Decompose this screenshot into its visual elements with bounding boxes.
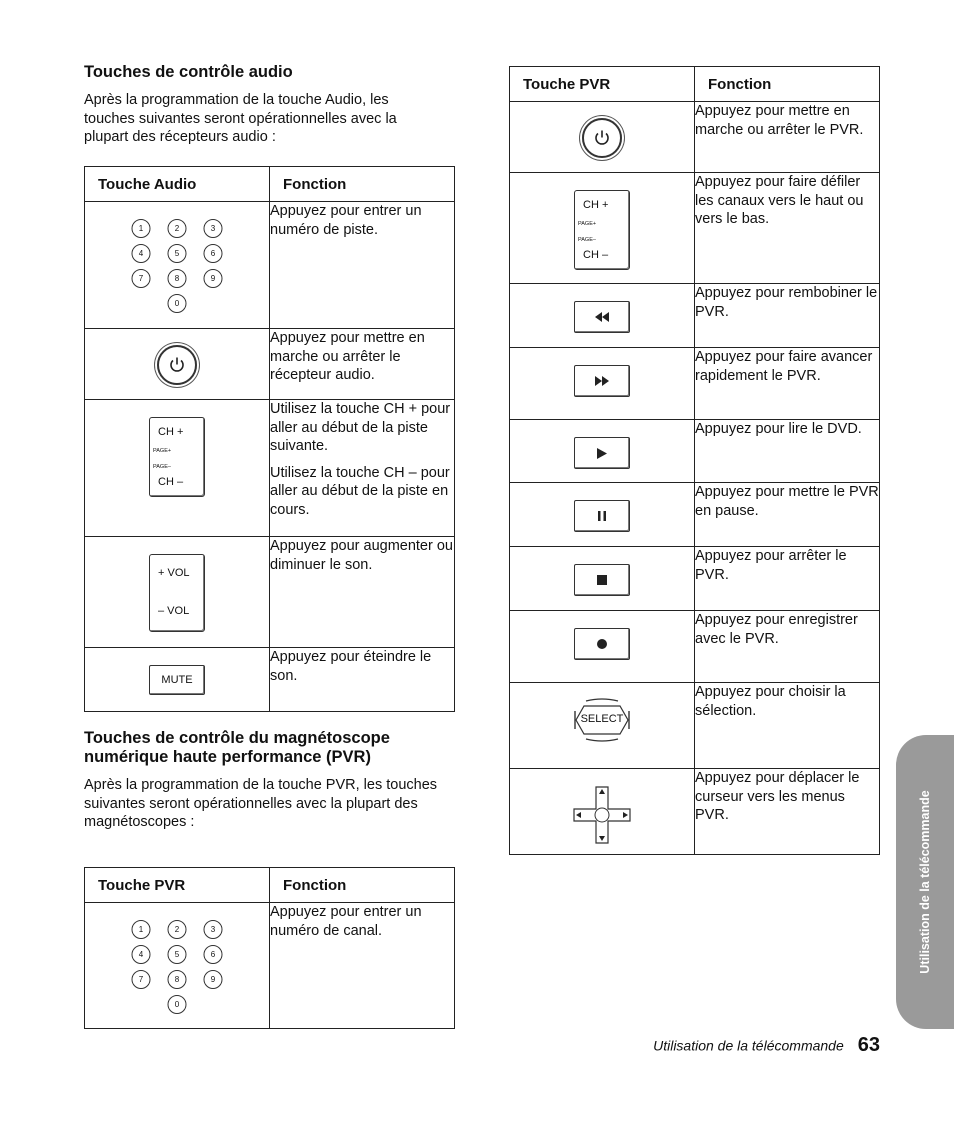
audio-volume-cell [85,537,270,648]
page-footer [560,1034,880,1057]
pvr-ff-desc [695,348,880,420]
fast-forward-icon [574,365,630,397]
number-keypad-icon [132,219,223,313]
pvr-intro: Après la programmation de la touche PVR, les touches suivantes seront opérationnelles avec la plupart des magnétoscopes : [84,777,438,830]
mute-label: MUTE [161,674,193,686]
key-7: 7 [132,970,151,989]
audio-power-desc [270,329,455,400]
vol-minus-label: – VOL [158,605,190,617]
key-8: 8 [168,269,187,288]
page-number: 63 [857,1034,880,1056]
pvr-heading-line2: numérique haute performance (PVR) [84,748,371,766]
audio-keypad-desc [270,202,455,329]
record-icon [574,628,630,660]
audio-power-cell [85,329,270,400]
direction-pad-icon [573,786,631,844]
ch-minus-label: CH – [158,476,184,488]
key-3: 3 [204,920,223,939]
pause-icon [574,500,630,532]
desc-text: Appuyez pour mettre le PVR en pause. [695,484,879,519]
audio-col-key: Touche Audio [85,167,270,202]
audio-keypad-cell [85,202,270,329]
desc-text: Appuyez pour entrer un numéro de canal. [270,904,422,939]
key-6: 6 [204,945,223,964]
rewind-icon [574,301,630,333]
select-label: SELECT [580,713,624,725]
audio-mute-desc [270,648,455,712]
volume-rocker-icon [149,554,205,632]
desc-text: Appuyez pour lire le DVD. [695,421,862,437]
key-7: 7 [132,269,151,288]
desc-text: Appuyez pour entrer un numéro de piste. [270,203,422,238]
pvr-stop-cell [510,547,695,611]
audio-mute-cell [85,648,270,712]
chapter-side-tab [896,735,954,1029]
select-button-icon [572,697,632,743]
desc-text: Appuyez pour choisir la sélection. [695,684,846,719]
pvr-power-cell [510,102,695,173]
footer-title: Utilisation de la télécommande [653,1037,844,1054]
desc-text: Utilisez la touche CH – pour aller au début de la piste en cours. [270,464,450,518]
ch-plus-label: CH + [583,199,609,211]
pvr-left-col-key: Touche PVR [85,868,270,903]
key-2: 2 [168,920,187,939]
vol-plus-label: + VOL [158,567,190,579]
pvr-keys-table-right [509,66,880,855]
pvr-select-cell [510,683,695,769]
audio-intro: Après la programmation de la touche Audio, les touches suivantes seront opérationnelles avec la plupart des récepteurs audio : [84,92,397,145]
pvr-keypad-desc [270,903,455,1029]
key-6: 6 [204,244,223,263]
number-keypad-icon [132,920,223,1014]
key-0: 0 [168,995,187,1014]
page-minus-label: PAGE– [153,464,171,470]
pvr-pause-cell [510,483,695,547]
key-1: 1 [132,219,151,238]
audio-channel-desc [270,400,455,537]
channel-rocker-icon [149,417,205,497]
pvr-select-desc [695,683,880,769]
key-0: 0 [168,294,187,313]
page-minus-label: PAGE– [578,237,596,243]
key-2: 2 [168,219,187,238]
channel-rocker-icon [574,190,630,270]
pvr-play-desc [695,420,880,483]
ch-plus-label: CH + [158,426,184,438]
pvr-rewind-cell [510,284,695,348]
audio-channel-cell [85,400,270,537]
audio-col-function: Fonction [270,167,455,202]
key-9: 9 [204,269,223,288]
pvr-record-desc [695,611,880,683]
key-4: 4 [132,244,151,263]
pvr-channel-cell [510,173,695,284]
power-icon [157,345,197,385]
desc-text: Appuyez pour déplacer le curseur vers les menus PVR. [695,770,860,823]
pvr-record-cell [510,611,695,683]
desc-text: Appuyez pour rembobiner le PVR. [695,285,878,320]
power-icon [582,118,622,158]
pvr-channel-desc [695,173,880,284]
desc-text: Appuyez pour arrêter le PVR. [695,548,847,583]
pvr-keypad-cell [85,903,270,1029]
pvr-right-col-key: Touche PVR [510,67,695,102]
pvr-dpad-cell [510,769,695,855]
page-plus-label: PAGE+ [153,448,172,454]
pvr-dpad-desc [695,769,880,855]
audio-keys-table [84,166,455,712]
key-1: 1 [132,920,151,939]
desc-text: Utilisez la touche CH + pour aller au début de la piste suivante. [270,401,451,454]
pvr-rewind-desc [695,284,880,348]
pvr-play-cell [510,420,695,483]
stop-icon [574,564,630,596]
page-plus-label: PAGE+ [578,221,597,227]
desc-text: Appuyez pour augmenter ou diminuer le son. [270,538,453,573]
ch-minus-label: CH – [583,249,609,261]
desc-text: Appuyez pour éteindre le son. [270,649,432,684]
mute-button-icon [149,665,205,695]
pvr-stop-desc [695,547,880,611]
pvr-pause-desc [695,483,880,547]
play-icon [574,437,630,469]
audio-heading: Touches de contrôle audio [84,63,293,81]
pvr-keys-table-left [84,867,455,1029]
key-8: 8 [168,970,187,989]
pvr-power-desc [695,102,880,173]
pvr-ff-cell [510,348,695,420]
pvr-left-col-function: Fonction [270,868,455,903]
desc-text: Appuyez pour faire avancer rapidement le PVR. [695,349,873,384]
key-4: 4 [132,945,151,964]
key-5: 5 [168,244,187,263]
pvr-right-col-function: Fonction [695,67,880,102]
desc-text: Appuyez pour mettre en marche ou arrêter le récepteur audio. [270,330,425,383]
desc-text: Appuyez pour mettre en marche ou arrêter le PVR. [695,103,864,138]
pvr-heading-line1: Touches de contrôle du magnétoscope [84,729,390,747]
side-tab-label: Utilisation de la télécommande [918,790,932,974]
key-5: 5 [168,945,187,964]
key-3: 3 [204,219,223,238]
audio-volume-desc [270,537,455,648]
key-9: 9 [204,970,223,989]
desc-text: Appuyez pour enregistrer avec le PVR. [695,612,858,647]
desc-text: Appuyez pour faire défiler les canaux vers le haut ou vers le bas. [695,174,864,227]
